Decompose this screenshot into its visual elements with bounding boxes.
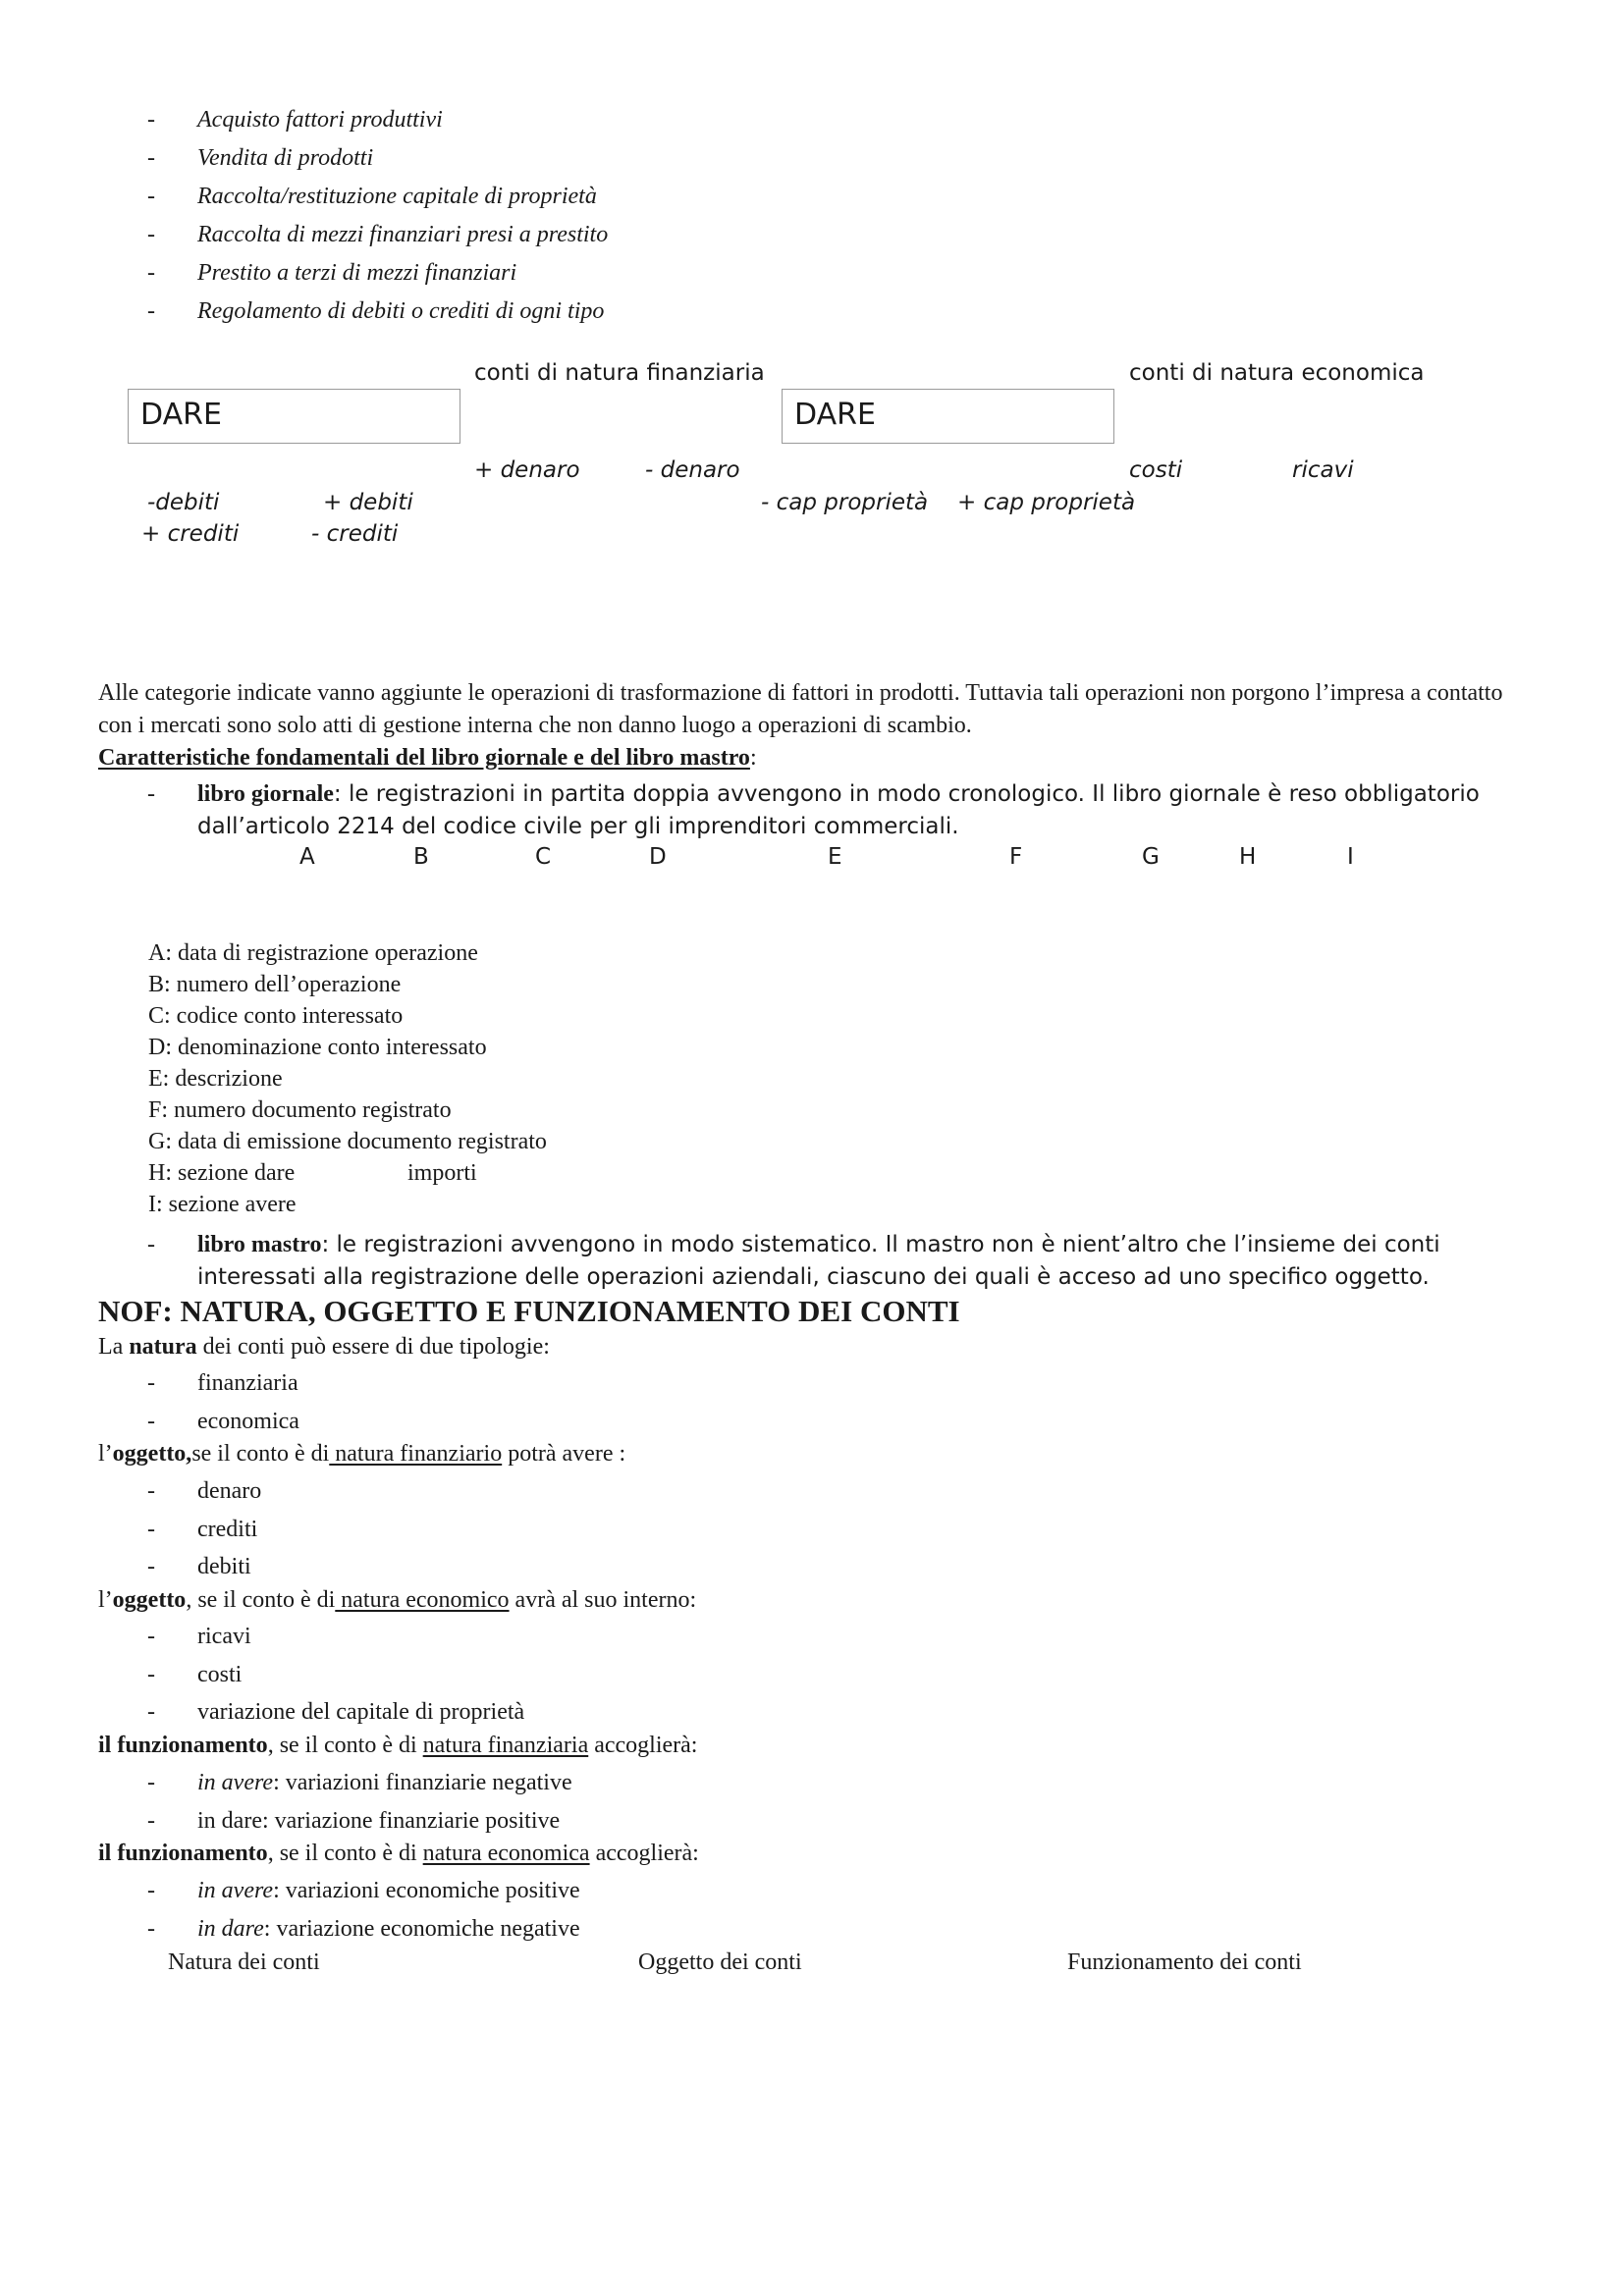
- legend-item: F: numero documento registrato: [148, 1097, 452, 1123]
- funz-fin-1-italic: in avere: [197, 1770, 274, 1795]
- list-item: [197, 1875, 580, 1906]
- list-bullet: -: [147, 1770, 155, 1795]
- funz-eco-2-rest: : variazione economiche negative: [263, 1916, 580, 1942]
- list-item: in dare: variazione finanziarie positive: [197, 1808, 561, 1834]
- caption-economica: conti di natura economica: [1129, 360, 1425, 386]
- libro-giornale-term: libro giornale: [197, 781, 334, 807]
- list-bullet: -: [147, 184, 155, 209]
- importi-label: importi: [407, 1160, 477, 1186]
- libro-mastro-text: : le registrazioni avvengono in modo sistematico. Il mastro non è nient’altro che l’insieme dei conti: [321, 1232, 1440, 1257]
- list-item: Vendita di prodotti: [197, 145, 374, 171]
- funz-eco-2-italic: in dare: [197, 1916, 264, 1942]
- ogg-eco-post: avrà al suo interno:: [509, 1587, 697, 1613]
- list-item: ricavi: [197, 1624, 251, 1649]
- list-bullet: -: [147, 1699, 155, 1725]
- column-letter: D: [649, 844, 667, 870]
- column-letter: H: [1239, 844, 1257, 870]
- libro-mastro-term: libro mastro: [197, 1232, 322, 1257]
- legend-item: B: numero dell’operazione: [148, 972, 402, 997]
- column-letter: C: [535, 844, 552, 870]
- ogg-fin-mid: se il conto è di: [191, 1441, 330, 1467]
- heading-colon: :: [749, 745, 757, 771]
- column-letter: B: [413, 844, 429, 870]
- natura-pre: La: [98, 1334, 130, 1360]
- list-item: finanziaria: [197, 1370, 298, 1396]
- plus-debiti: + debiti: [323, 490, 413, 515]
- column-letter: G: [1142, 844, 1160, 870]
- oggetto-finanziario-intro: [98, 1438, 625, 1469]
- caratteristiche-heading: [98, 742, 757, 774]
- list-item: [197, 1767, 572, 1798]
- natura-post: dei conti può essere di due tipologie:: [196, 1334, 550, 1360]
- dare-box-economica: DARE: [782, 389, 1114, 444]
- oggetto-economico-intro: [98, 1584, 696, 1616]
- natura-intro: [98, 1331, 550, 1362]
- ogg-eco-mid: , se il conto è di: [186, 1587, 336, 1613]
- list-bullet: -: [147, 1232, 155, 1257]
- column-letter: E: [828, 844, 842, 870]
- funz-eco-mid: , se il conto è di: [267, 1841, 423, 1866]
- minus-denaro: - denaro: [645, 457, 740, 483]
- plus-cap-proprieta: + cap proprietà: [957, 490, 1136, 515]
- legend-item: I: sezione avere: [148, 1192, 297, 1217]
- intro-paragraph: Alle categorie indicate vanno aggiunte le operazioni di trasformazione di fattori in prodotti. Tuttavia tali operazioni non porgono l’impresa a contatto con i mercati sono solo atti di gestione interna che non danno luogo a operazioni di scambio.: [98, 680, 1503, 738]
- list-bullet: -: [147, 1808, 155, 1834]
- list-item: Raccolta/restituzione capitale di proprietà: [197, 184, 597, 209]
- funz-eco-1-italic: in avere: [197, 1878, 274, 1903]
- legend-item: A: data di registrazione operazione: [148, 940, 478, 966]
- ogg-eco-word: oggetto: [112, 1587, 187, 1613]
- footer-col-oggetto: Oggetto dei conti: [638, 1949, 802, 1975]
- funz-fin-1-rest: : variazioni finanziarie negative: [273, 1770, 572, 1795]
- list-item: Prestito a terzi di mezzi finanziari: [197, 260, 517, 286]
- minus-cap-proprieta: - cap proprietà: [761, 490, 929, 515]
- funzionamento-finanziaria-intro: [98, 1730, 697, 1761]
- list-bullet: -: [147, 1554, 155, 1579]
- list-item: variazione del capitale di proprietà: [197, 1699, 525, 1725]
- list-bullet: -: [147, 1478, 155, 1504]
- list-item: Regolamento di debiti o crediti di ogni tipo: [197, 298, 605, 324]
- ogg-eco-pre: l’: [98, 1587, 113, 1613]
- natura-word: natura: [129, 1334, 197, 1360]
- column-letter: I: [1347, 844, 1354, 870]
- list-bullet: -: [147, 1662, 155, 1687]
- ogg-fin-post: potrà avere :: [502, 1441, 626, 1467]
- list-bullet: -: [147, 107, 155, 133]
- legend-item: E: descrizione: [148, 1066, 283, 1092]
- funz-fin-mid: , se il conto è di: [267, 1733, 423, 1758]
- funz-eco-post: accoglierà:: [589, 1841, 699, 1866]
- libro-mastro-line-2: interessati alla registrazione delle operazioni aziendali, ciascuno dei quali è acceso ad uno specifico oggetto.: [197, 1264, 1430, 1290]
- list-bullet: -: [147, 260, 155, 286]
- libro-giornale-line-2: dall’articolo 2214 del codice civile per gli imprenditori commerciali.: [197, 814, 959, 839]
- footer-col-natura: Natura dei conti: [168, 1949, 320, 1975]
- list-bullet: -: [147, 222, 155, 247]
- list-bullet: -: [147, 1370, 155, 1396]
- list-item: debiti: [197, 1554, 251, 1579]
- funz-fin-underlined: natura finanziaria: [422, 1733, 589, 1758]
- legend-item: H: sezione dare: [148, 1160, 296, 1186]
- costi-label: costi: [1129, 457, 1183, 483]
- column-letter: A: [299, 844, 315, 870]
- libro-mastro-line-1: [197, 1229, 1440, 1260]
- ogg-fin-pre: l’: [98, 1441, 113, 1467]
- funz-eco-1-rest: : variazioni economiche positive: [273, 1878, 580, 1903]
- libro-giornale-line-1: [197, 778, 1480, 810]
- legend-item: C: codice conto interessato: [148, 1003, 404, 1029]
- list-bullet: -: [147, 145, 155, 171]
- list-item: Raccolta di mezzi finanziari presi a prestito: [197, 222, 609, 247]
- list-bullet: -: [147, 1517, 155, 1542]
- dare-box-finanziaria: DARE: [128, 389, 460, 444]
- caption-finanziaria: conti di natura finanziaria: [474, 360, 765, 386]
- nof-heading: NOF: NATURA, OGGETTO E FUNZIONAMENTO DEI CONTI: [98, 1294, 960, 1328]
- column-letter: F: [1009, 844, 1023, 870]
- libro-giornale-text: : le registrazioni in partita doppia avvengono in modo cronologico. Il libro giornale è reso obbligatorio: [333, 781, 1480, 807]
- list-item: economica: [197, 1409, 299, 1434]
- list-item: crediti: [197, 1517, 258, 1542]
- funz-fin-word: il funzionamento: [98, 1733, 268, 1758]
- list-item: [197, 1913, 580, 1945]
- legend-item: G: data di emissione documento registrato: [148, 1129, 547, 1154]
- list-bullet: -: [147, 1624, 155, 1649]
- caratteristiche-title: Caratteristiche fondamentali del libro giornale e del libro mastro: [98, 745, 750, 771]
- list-bullet: -: [147, 1409, 155, 1434]
- ogg-eco-underlined: natura economico: [335, 1587, 510, 1613]
- plus-crediti: + crediti: [141, 521, 240, 547]
- list-bullet: -: [147, 298, 155, 324]
- list-item: Acquisto fattori produttivi: [197, 107, 443, 133]
- plus-denaro: + denaro: [474, 457, 580, 483]
- minus-debiti: -debiti: [147, 490, 220, 515]
- ogg-fin-underlined: natura finanziario: [329, 1441, 503, 1467]
- minus-crediti: - crediti: [311, 521, 399, 547]
- list-bullet: -: [147, 1916, 155, 1942]
- funz-fin-post: accoglierà:: [588, 1733, 698, 1758]
- legend-item: D: denominazione conto interessato: [148, 1035, 487, 1060]
- ricavi-label: ricavi: [1292, 457, 1354, 483]
- list-item: costi: [197, 1662, 243, 1687]
- list-bullet: -: [147, 781, 155, 807]
- list-item: denaro: [197, 1478, 262, 1504]
- list-bullet: -: [147, 1878, 155, 1903]
- funz-eco-underlined: natura economica: [422, 1841, 590, 1866]
- funz-eco-word: il funzionamento: [98, 1841, 268, 1866]
- funzionamento-economica-intro: [98, 1838, 699, 1869]
- ogg-fin-word: oggetto,: [112, 1441, 192, 1467]
- footer-col-funzionamento: Funzionamento dei conti: [1067, 1949, 1302, 1975]
